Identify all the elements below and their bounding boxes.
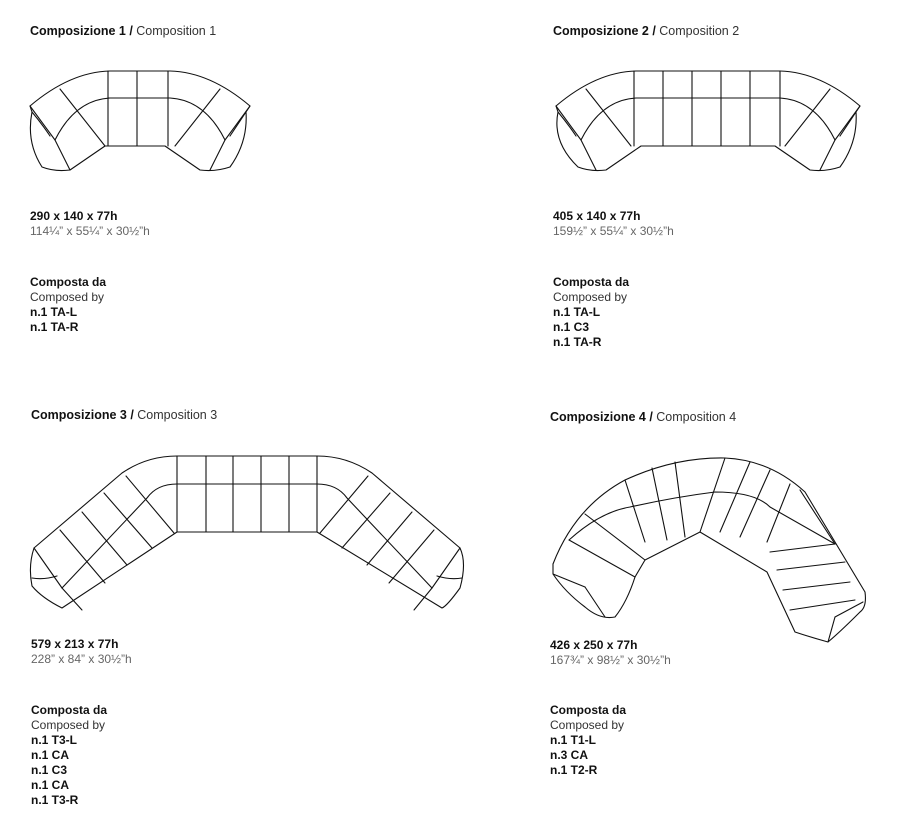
- component-item: n.1 TA-R: [553, 335, 602, 349]
- component-item: n.3 CA: [550, 748, 589, 762]
- composed-label-en: Composed by: [30, 290, 105, 304]
- component-item: n.1 CA: [31, 748, 70, 762]
- composition-2-title: [553, 24, 739, 38]
- component-item: n.1 T3-L: [31, 733, 78, 747]
- component-item: n.1 T1-L: [550, 733, 597, 747]
- composition-3-title-it: Composizione 3 /: [31, 408, 134, 422]
- composition-4-title-en: Composition 4: [656, 410, 737, 424]
- composition-3-dimensions: [31, 637, 132, 667]
- composition-1-title-it: Composizione 1 /: [30, 24, 133, 38]
- composition-4-title-it: Composizione 4 /: [550, 410, 653, 424]
- composition-3-title-en: Composition 3: [137, 408, 218, 422]
- composition-2-drawing: [548, 62, 868, 182]
- composed-label-en: Composed by: [31, 718, 106, 732]
- composition-4-dims-metric: 426 x 250 x 77h: [550, 638, 638, 652]
- component-item: n.1 TA-L: [553, 305, 601, 319]
- composition-1-title: [30, 24, 216, 38]
- component-item: n.1 T3-R: [31, 793, 79, 807]
- component-item: n.1 CA: [31, 778, 70, 792]
- composed-label-it: Composta da: [553, 275, 630, 289]
- component-item: n.1 TA-L: [30, 305, 78, 319]
- composition-3-sofa-plan: [22, 448, 472, 618]
- composition-3-title: [31, 408, 217, 422]
- composition-1-dims-metric: 290 x 140 x 77h: [30, 209, 118, 223]
- composition-3-dims-imperial: 228” x 84” x 30½”h: [31, 652, 132, 666]
- composition-2-dimensions: [553, 209, 674, 239]
- composition-4-sofa-plan: [545, 452, 875, 647]
- composition-1-components: [30, 275, 106, 335]
- composed-label-en: Composed by: [553, 290, 628, 304]
- composition-4-dims-imperial: 167¾” x 98½” x 30½”h: [550, 653, 671, 667]
- component-item: n.1 C3: [31, 763, 68, 777]
- component-item: n.1 TA-R: [30, 320, 79, 334]
- composition-4-drawing: [545, 452, 875, 647]
- composition-2-title-en: Composition 2: [659, 24, 740, 38]
- composition-2-components: [553, 275, 629, 350]
- composition-3-drawing: [22, 448, 472, 618]
- composed-label-it: Composta da: [30, 275, 107, 289]
- composition-4-title: [550, 410, 736, 424]
- composition-2-dims-metric: 405 x 140 x 77h: [553, 209, 641, 223]
- composition-1-drawing: [20, 62, 260, 182]
- composition-1-dims-imperial: 114¼” x 55¼” x 30½”h: [30, 224, 150, 238]
- composition-2-sofa-plan: [548, 62, 868, 182]
- composed-label-it: Composta da: [31, 703, 108, 717]
- composition-2-title-it: Composizione 2 /: [553, 24, 656, 38]
- composition-1-sofa-plan: [20, 62, 260, 182]
- component-item: n.1 C3: [553, 320, 590, 334]
- component-item: n.1 T2-R: [550, 763, 598, 777]
- composed-label-en: Composed by: [550, 718, 625, 732]
- composition-2-dims-imperial: 159½” x 55¼” x 30½”h: [553, 224, 674, 238]
- composition-4-dimensions: [550, 638, 671, 668]
- composition-4-components: [550, 703, 626, 778]
- composition-1-dimensions: [30, 209, 150, 239]
- composition-3-dims-metric: 579 x 213 x 77h: [31, 637, 119, 651]
- composition-3-components: [31, 703, 107, 808]
- composed-label-it: Composta da: [550, 703, 627, 717]
- composition-1-title-en: Composition 1: [136, 24, 217, 38]
